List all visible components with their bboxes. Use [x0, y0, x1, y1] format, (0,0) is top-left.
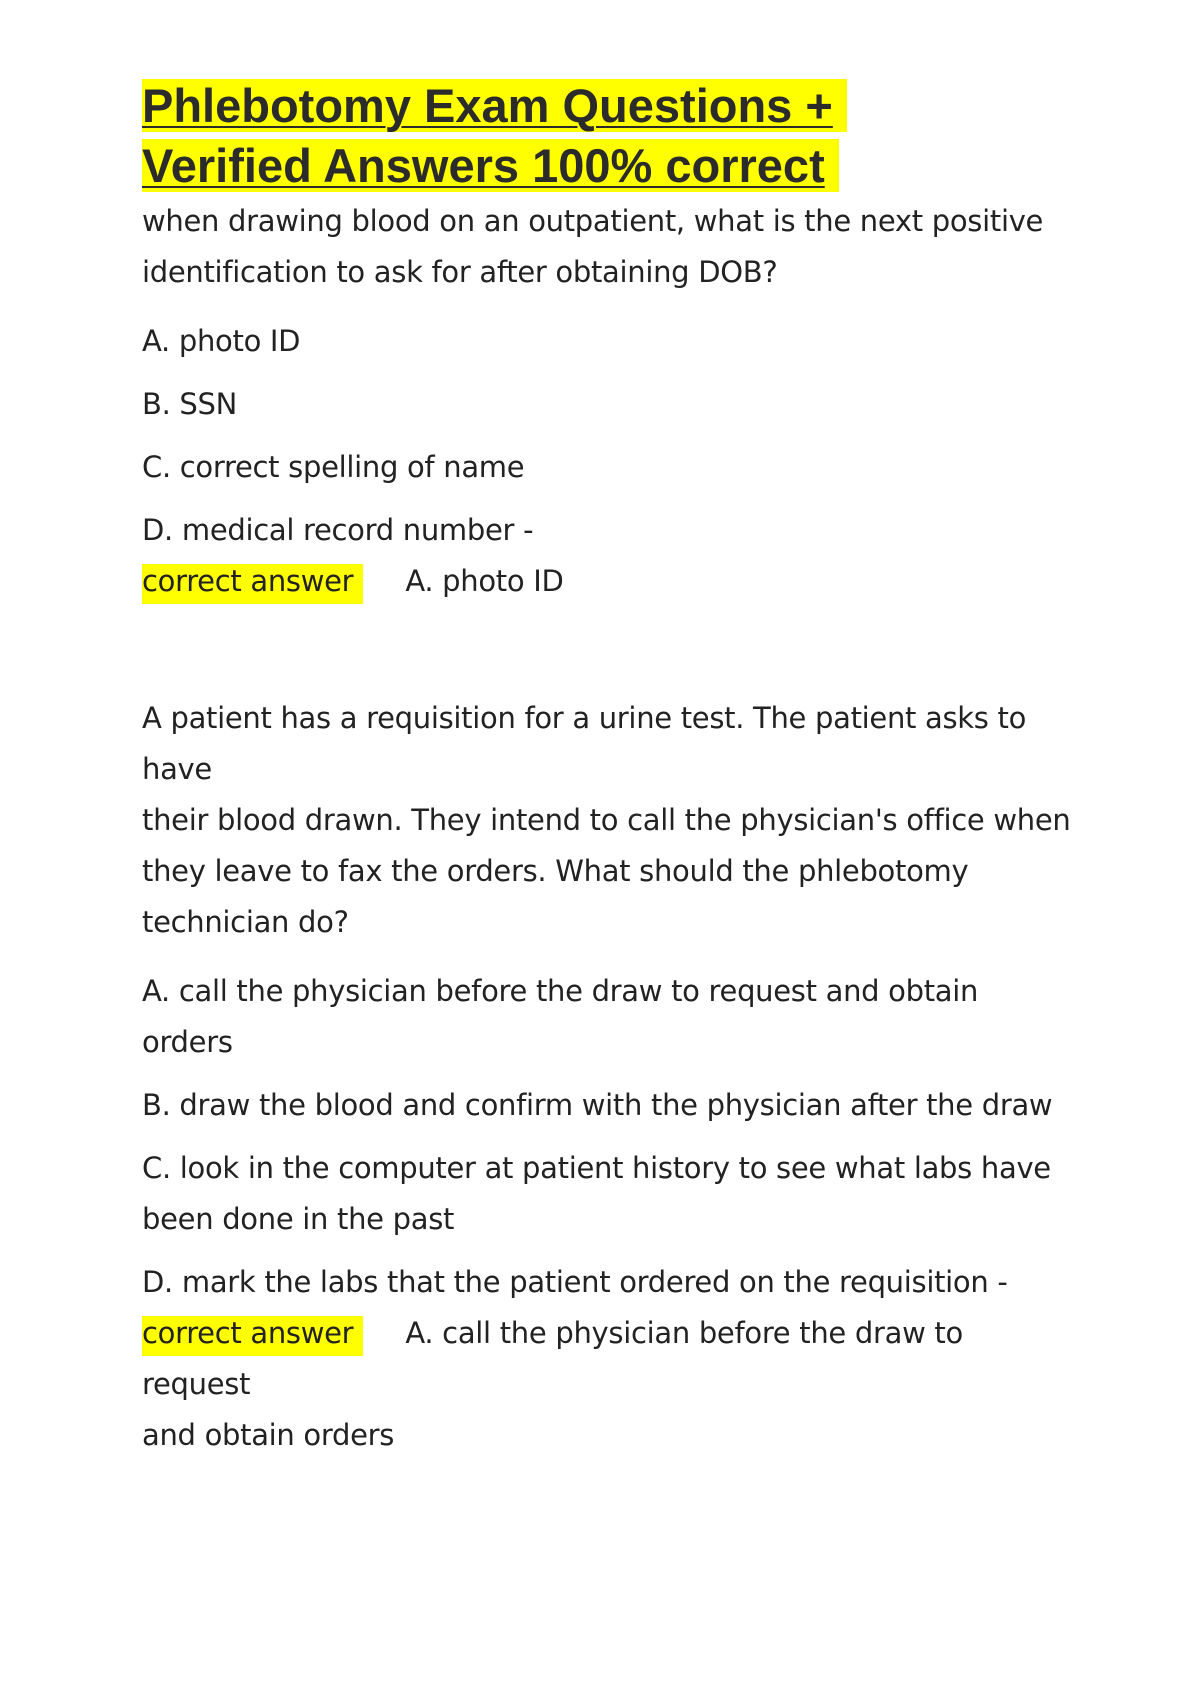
- correct-answer-badge: correct answer: [142, 1316, 363, 1356]
- question-1-option-d: D. medical record number -: [142, 513, 534, 547]
- correct-answer-badge: correct answer: [142, 564, 363, 604]
- question-1-option-c: C. correct spelling of name: [142, 450, 525, 484]
- question-2-option-b: B. draw the blood and confirm with the physician after the draw: [142, 1088, 1053, 1122]
- document-page: [142, 76, 1072, 1461]
- question-block-2: [142, 693, 1072, 1461]
- question-2-option-a: A. call the physician before the draw to request and obtain orders: [142, 974, 979, 1059]
- question-2-answer-text-line-1: A. call the physician before the draw to request: [142, 1316, 963, 1401]
- question-1-option-b: B. SSN: [142, 387, 238, 421]
- question-2-prompt-line-3: they leave to fax the orders. What should the phlebotomy: [142, 854, 969, 888]
- question-1-answer-row: [142, 556, 1072, 607]
- question-1-answer-text: A. photo ID: [405, 564, 564, 598]
- question-block-1: [142, 196, 1072, 607]
- question-2-prompt-line-2: their blood drawn. They intend to call the physician's office when: [142, 803, 1071, 837]
- question-1-option-a: A. photo ID: [142, 324, 301, 358]
- question-2-option-d: D. mark the labs that the patient ordered on the requisition -: [142, 1265, 1008, 1299]
- question-2-answer-row: [142, 1308, 1072, 1410]
- question-2-answer-text-line-2: and obtain orders: [142, 1418, 395, 1452]
- question-2-prompt-line-1: A patient has a requisition for a urine test. The patient asks to have: [142, 701, 1027, 786]
- question-2-option-c-line-2: been done in the past: [142, 1202, 455, 1236]
- document-title: [142, 76, 1072, 196]
- question-2-prompt-line-4: technician do?: [142, 905, 349, 939]
- title-line-1: Phlebotomy Exam Questions +: [142, 79, 847, 132]
- title-line-2: Verified Answers 100% correct: [142, 139, 839, 192]
- question-2-option-c-line-1: C. look in the computer at patient history to see what labs have: [142, 1151, 1051, 1185]
- question-1-prompt-line-1: when drawing blood on an outpatient, what is the next positive: [142, 204, 1044, 238]
- question-1-prompt-line-2: identification to ask for after obtaining DOB?: [142, 255, 778, 289]
